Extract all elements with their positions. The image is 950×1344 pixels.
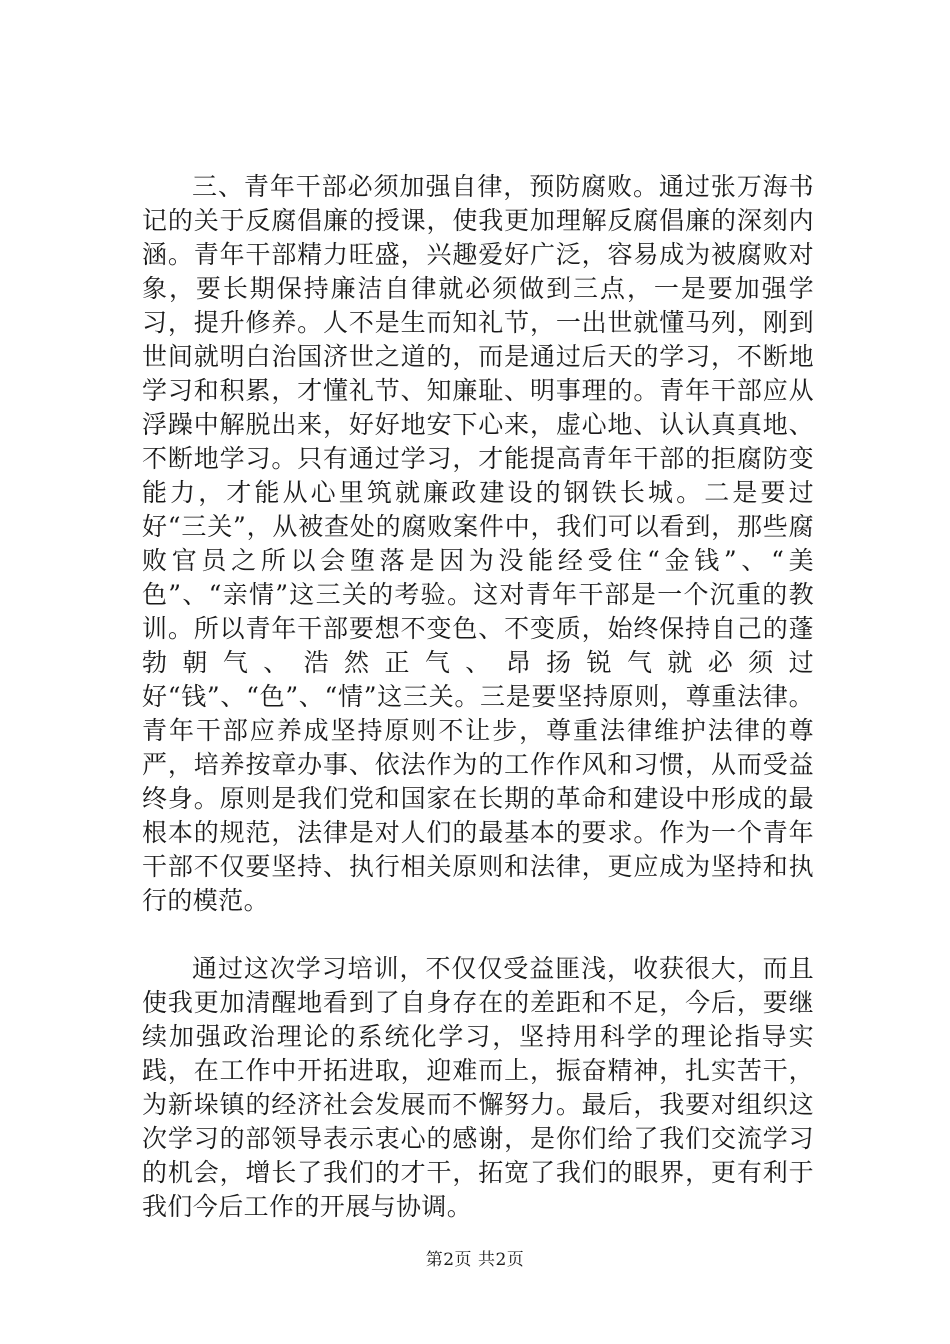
paragraph-self-discipline: 三、青年干部必须加强自律，预防腐败。通过张万海书记的关于反腐倡廉的授课，使我更加理解反腐倡廉的深刻内涵。青年干部精力旺盛，兴趣爱好广泛，容易成为被腐败对象，要长期保持廉洁自律就必须做到三点，一是要加强学习，提升修养。人不是生而知礼节，一出世就懂马列，刚到世间就明白治国济世之道的，而是通过后天的学习，不断地学习和积累，才懂礼节、知廉耻、明事理的。青年干部应从浮躁中解脱出来，好好地安下心来，虚心地、认认真真地、不断地学习。只有通过学习，才能提高青年干部的拒腐防变能力，才能从心里筑就廉政建设的钢铁长城。二是要过好“三关”，从被查处的腐败案件中，我们可以看到，那些腐败官员之所以会堕落是因为没能经受住“金钱”、“美色”、“亲情”这三关的考验。这对青年干部是一个沉重的教训。所以青年干部要想不变色、不变质，始终保持自己的蓬勃朝气、浩然正气、昂扬锐气就必须过好“钱”、“色”、“情”这三关。三是要坚持原则，尊重法律。青年干部应养成坚持原则不让步，尊重法律维护法律的尊严，培养按章办事、依法作为的工作作风和习惯，从而受益终身。原则是我们党和国家在长期的革命和建设中形成的最根本的规范，法律是对人们的最基本的要求。作为一个青年干部不仅要坚持、执行相关原则和法律，更应成为坚持和执行的模范。 — [142, 172, 814, 915]
document-body — [142, 170, 814, 1224]
paragraph-conclusion: 通过这次学习培训，不仅仅受益匪浅，收获很大，而且使我更加清醒地看到了自身存在的差距和不足，今后，要继续加强政治理论的系统化学习，坚持用科学的理论指导实践，在工作中开拓进取，迎难而上，振奋精神，扎实苦干，为新垛镇的经济社会发展而不懈努力。最后，我要对组织这次学习的部领导表示衷心的感谢，是你们给了我们交流学习的机会，增长了我们的才干，拓宽了我们的眼界，更有利于我们今后工作的开展与协调。 — [142, 954, 814, 1221]
page-number-footer: 第2页 共2页 — [425, 1250, 525, 1270]
